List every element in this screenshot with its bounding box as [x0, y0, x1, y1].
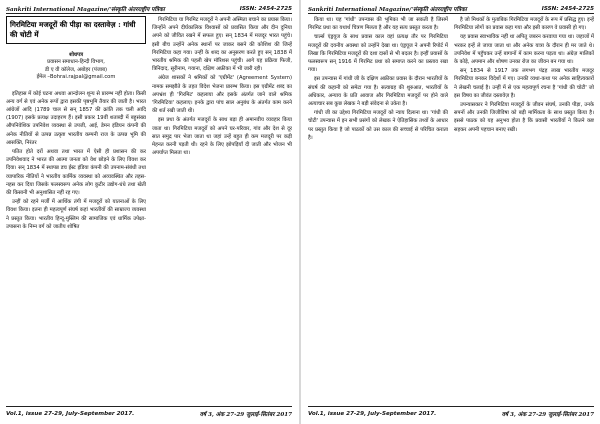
text-columns: [6, 16, 292, 402]
page-footer: [6, 406, 292, 418]
journal-name: Sankriti International Magazine/'संस्कृति अंतरराष्ट्रीय पत्रिका: [308, 6, 467, 13]
page-header: [6, 4, 292, 14]
page-header: [308, 4, 594, 14]
paragraph: अंग्रेज शासकों ने श्रमिकों को 'एग्रीमेंट' (Agreement System) नामक समझौते के तहत विदेश भेजना प्रारम्भ किया। इस एग्रीमेंट शब्द का अपभ्रंश ही 'गिरमिट' कहलाया और इसके अंतर्गत जाने वाले श्रमिक 'गिरमिटिया' कहलाए। इनके द्वारा पांच साल अनुबंध के अंतर्गत काम करने की शर्त रखी जाती थी।: [152, 75, 292, 115]
paragraph: इतिहास में कोई घटना अथवा आन्दोलन शून्य से प्रारम्भ नहीं होता। किसी अन्य वर्ग से एवं अनेक रूपों द्वारा इसकी पृष्ठभूमि तैयार की जाती है। भारत आंग्रेजों आदि (1789 चाल से सन् 1857 की क्रांति तक चली आदि (1907) इसके प्रत्यक्ष उदाहरण हैं। इसी प्रकार 19वीं शताब्दी में बहुसंख्य औपनिवेशिक उपनिवेश व्यवस्था से उपजी, आई, डेमन इंडियन कंपनी की अनेक नीतियों से उत्पन्न उत्कृष्ट भारतीय कम्पनी राज के उत्पन्न भूमि की आसक्ति, निरंतर: [6, 90, 146, 146]
paragraph: इस प्रथा के अंतर्गत मजदूरों के साथ बड़ा ही अमानवीय व्यवहार किया जाता था। गिरमिटिया मजदूरों को अपने घर-परिवार, गांव और देश से दूर सात समुद्र पार भेजा जाता था जहां उन्हें बहुत ही कम मजदूरी पर कड़ी मेहनत करनी पड़ती थी। रहने के लिए झोपड़ियाँ दी जाती और भोजन भी अपर्याप्त मिलता था।: [152, 117, 292, 157]
column-2: [152, 16, 292, 402]
paragraph: उन्हीं को रहने मर्जी में आर्थिक तंगी में मजदूरों को यातनाओं के लिए विवश किया। इतना ही महत्वपूर्ण संघर्ष कहां भारतीयों की साम्राज्य व्यवस्था ने प्रस्तुत किया। भारतीय हिन्दू-मुस्लिम की सामाजिक एवं धार्मिक उपेक्षा-उपासना के निम्न वर्ग को जातीय शोषित: [6, 199, 146, 230]
right-page: [302, 0, 600, 424]
volume-hi: वर्ष 3, अंक 27-29 जुलाई-सितंबर 2017: [501, 411, 594, 418]
paragraph: सन् 1834 से 1917 तक लगभग पंद्रह लाख भारतीय मजदूर गिरमिटिया बनकर विदेशों में गए। उनकी व्यथा-कथा पर अनेक साहित्यकारों ने लेखनी चलाई है। उन्हीं में से एक महत्वपूर्ण रचना है 'गांधी की चोटी' जो इस विषय का जीवंत दस्तावेज़ है।: [454, 68, 594, 99]
paragraph: गांधी जी का उद्देश्य गिरमिटिया मजदूरों को न्याय दिलाना था। 'गांधी की चोटी' उपन्यास में इन सभी प्रसंगों को लेखक ने ऐतिहासिक तथ्यों के आधार पर प्रस्तुत किया है जो पाठकों को उस काल की सच्चाई से परिचित कराता है।: [308, 110, 448, 141]
text-columns: [308, 16, 594, 402]
volume-hi: वर्ष 3, अंक 27-29 जुलाई-सितंबर 2017: [199, 411, 292, 418]
paragraph: यह प्रवास स्वाभाविक नहीं था अपितु जबरन करवाया गया था। जहाजों में भरकर इन्हें ले जाया जाता था और अनेक यात्रा के दौरान ही मर जाते थे। उपनिवेश में पहुँचकर उन्हें बागानों में काम करना पड़ता था। अंग्रेज़ मालिकों के कोड़े, अपमान और शोषण उनका रोज का जीवन बन गया था।: [454, 34, 594, 66]
column-3: [308, 16, 448, 402]
issn: ISSN: 2454-2725: [239, 5, 292, 12]
page-footer: [308, 406, 594, 418]
paragraph: इस उपन्यास में गांधी जी के दक्षिण अफ्रीका प्रवास के दौरान भारतीयों के संघर्ष की कहानी को समेटा गया है। सत्याग्रह की शुरुआत, भारतीयों के अधिकार, अन्याय के प्रति आवाज और गिरमिटिया मजदूरों पर होने वाले अत्याचार सब कुछ लेखक ने बड़ी संवेदना से उकेरा है।: [308, 76, 448, 108]
article-title: गिरमिटिया मजदूरों की पीड़ा का दस्तावेज़ : गांधी की चोटी में: [6, 16, 146, 44]
author-label: शोधपत्र: [69, 52, 83, 58]
volume-en: Vol.1, issue 27-29, July-September 2017.: [308, 410, 437, 417]
journal-name: Sankriti International Magazine/'संस्कृति अंतरराष्ट्रीय पत्रिका: [6, 6, 165, 13]
paragraph: किया था। यह 'गांधी' उपन्यास की भूमिका भी जा सकती है जिसमें गिरमिट प्रथा का यथार्थ चित्रण मिलता है और यह सत्य प्रस्तुत करता है।: [308, 17, 448, 32]
author-affiliation: डी ए वी कॉलेज, अबोहर (पंजाब): [44, 66, 108, 73]
author-name: प्रवासन समाधान-हिन्दी विभाग,: [47, 59, 105, 66]
column-4: [454, 16, 594, 402]
author-block: [6, 52, 146, 82]
column-1: [6, 16, 146, 402]
paragraph: उपन्यासकार ने गिरमिटिया मजदूरों के जीवन संघर्ष, उनकी पीड़ा, उनके सपनों और उनकी जिजीविषा को बड़ी मार्मिकता के साथ प्रस्तुत किया है। इससे पाठक को यह अनुभव होता है कि प्रवासी भारतीयों ने कितने कष्ट सहकर अपनी पहचान बनाए रखी।: [454, 102, 594, 133]
page-gutter: [299, 0, 301, 424]
left-page: [0, 0, 298, 424]
volume-en: Vol.1, issue 27-29, July-September 2017.: [6, 410, 135, 417]
paragraph: गिरमिटिया या गिरमिट मजदूरों ने अपनी अस्मिता बचाने का प्रयास किया। जिन्होंने अपने दीर्घकालिक विश्वासों को प्रवासित किया और दीन दुनिया अपने को जीवित रखने में सफल हुए। सन् 1834 में मजदूर भारत पहुंचे। इसी बीच उन्होंने अनेक स्थानों पर जाकर बसने की कोशिश की जिन्हें गिरमिटिया कहा गया। उन्हीं के शब्द का अनुसरण करते हुए सन् 1838 में भारतीय श्रमिक की पहली खेप मॉरिशस पहुंची। आगे यह प्रक्रिया फिजी, त्रिनिदाद, सूरीनाम, गयाना, दक्षिण अफ्रीका में भी जारी रही।: [152, 17, 292, 73]
author-email: ईमेल –Bohrai.rajpal@gmail.com: [36, 74, 116, 81]
paragraph: पतित होते दरों अथवा तथा भारत में ऐसी ही प्रशासन की कर उपनिवेशवाद ने भारत की आत्मा जनता को वेश छोड़ने के लिए विवश कर दिया। सन् 1834 में स्थापन्न डच ईस्ट इंडिया कंपनी की उपनाम-संबंधी तथा व्यापारिक नीतियों ने भारतीय कार्मिक व्यवस्था को अव्यवस्थित और तहस-नहस कर दिया जिसके फलस्वरूप अनेक लोग कुटीर उद्योग-धंधे तथा खेती की किसानी भी अनुशासित नहीं रह गए।: [6, 149, 146, 197]
issn: ISSN: 2454-2725: [541, 5, 594, 12]
paragraph: है जो मिथकों के मुताबिक गिरमिटिया मजदूरों के रूप में प्रसिद्ध हुए। इन्हें गिरमिटिया लोगों का प्रवास कहा गया और इसी कारण वे प्रवासी हो गए।: [454, 17, 594, 32]
paragraph: चार्ल्स एंड्रयूज के साथ प्रवास काल वहां प्रत्यक्ष तौर पर गिरमिटिया मजदूरों की दयनीय अवस्था को उन्होंने देखा था। एंड्रयूज ने अपनी रिपोर्ट में लिखा कि गिरमिटिया मजदूरों की दशा दासों से भी बदतर है। इन्हीं प्रयासों के फलस्वरूप सन् 1916 में गिरमिट प्रथा को समाप्त करने का प्रस्ताव रखा गया।: [308, 34, 448, 74]
